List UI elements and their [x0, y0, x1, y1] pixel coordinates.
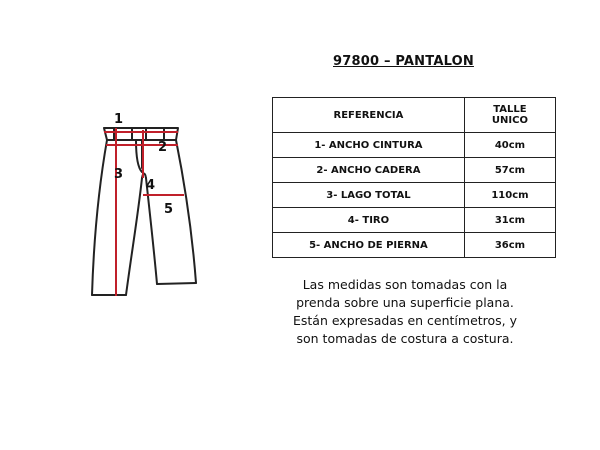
row-label: 2- ANCHO CADERA — [273, 158, 465, 183]
note-line: Las medidas son tomadas con la — [302, 277, 508, 292]
row-value: 36cm — [464, 233, 555, 258]
row-label: 3- LAGO TOTAL — [273, 183, 465, 208]
label-1: 1 — [114, 112, 124, 127]
row-value: 31cm — [464, 208, 555, 233]
measurement-note — [262, 276, 548, 348]
row-label: 5- ANCHO DE PIERNA — [273, 233, 465, 258]
row-label: 4- TIRO — [273, 208, 465, 233]
header-reference: REFERENCIA — [273, 98, 465, 133]
table-row — [273, 208, 556, 233]
table-header-row — [273, 98, 556, 133]
label-4: 4 — [146, 178, 156, 193]
table-row — [273, 183, 556, 208]
header-size — [464, 98, 555, 133]
header-size-line2: UNICO — [491, 115, 528, 126]
label-2: 2 — [158, 140, 168, 155]
label-5: 5 — [164, 202, 174, 217]
label-3: 3 — [114, 167, 124, 182]
product-title: 97800 – PANTALON — [333, 54, 474, 69]
size-table — [272, 97, 556, 258]
row-value: 57cm — [464, 158, 555, 183]
row-value: 40cm — [464, 133, 555, 158]
note-line: Están expresadas en centímetros, y — [292, 313, 518, 328]
header-size-line1: TALLE — [493, 104, 527, 115]
note-line: prenda sobre una superficie plana. — [296, 295, 514, 310]
table-row — [273, 133, 556, 158]
table-row — [273, 158, 556, 183]
row-label: 1- ANCHO CINTURA — [273, 133, 465, 158]
note-line: son tomadas de costura a costura. — [296, 331, 514, 346]
row-value: 110cm — [464, 183, 555, 208]
table-row — [273, 233, 556, 258]
